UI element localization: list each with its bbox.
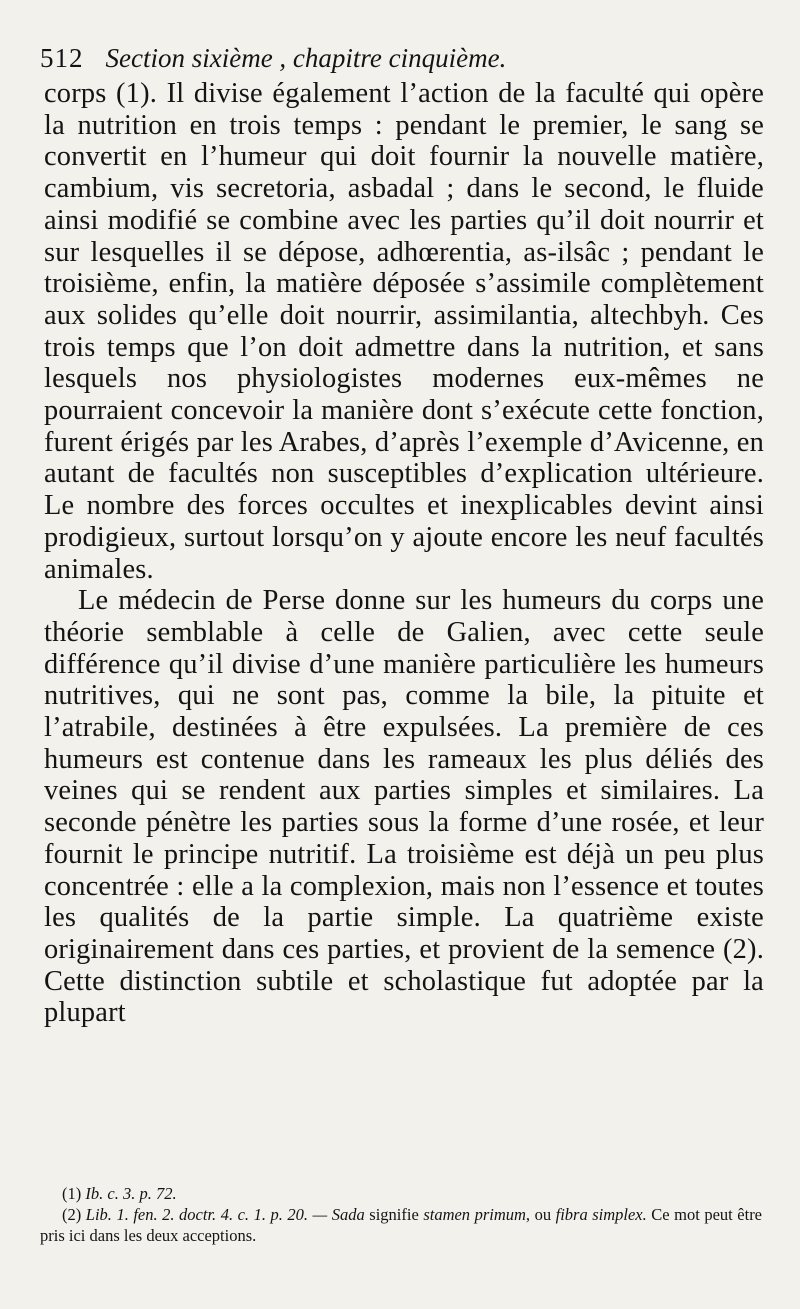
footnotes	[40, 1183, 762, 1246]
paragraph: Le médecin de Perse donne sur les humeurs du corps une théorie semblable à celle de Galien, avec cette seule différence qu’il divise d’une manière particulière les humeurs nutritives, qui ne sont pas, comme la bile, la pituite et l’atrabile, destinées à être expulsées. La première de ces humeurs est contenue dans les rameaux les plus déliés des veines qui se rendent aux parties simples et similaires. La seconde pénètre les parties sous la forme d’une rosée, et leur fournit le principe nutritif. La troisième est déjà un peu plus concentrée : elle a la complexion, mais non l’essence et toutes les qualités de la partie simple. La quatrième existe originairement dans ces parties, et provient de la semence (2). Cette distinction subtile et scholastique fut adoptée par la plupart	[44, 585, 764, 1029]
footnote-gloss: stamen primum	[423, 1205, 526, 1224]
footnote-text: , ou	[525, 1205, 552, 1224]
footnote-term: Sada	[331, 1205, 365, 1224]
paragraph: corps (1). Il divise également l’action de la faculté qui opère la nutrition en trois temps : pendant le premier, le sang se convertit en l’humeur qui doit fournir la nouvelle matière, cambium, vis secretoria, asbadal ; dans le second, le fluide ainsi modifié se combine avec les parties qu’il doit nourrir et sur lesquelles il se dépose, adhœrentia, as-ilsâc ; pendant le troisième, enfin, la matière déposée s’assimile complètement aux solides qu’elle doit nourrir, assimilantia, altechbyh. Ces trois temps que l’on doit admettre dans la nutrition, et sans lesquels nos physiologistes modernes eux-mêmes ne pourraient concevoir la manière dont s’exécute cette fonction, furent érigés par les Arabes, d’après l’exemple d’Avicenne, en autant de facultés non susceptibles d’explication ultérieure. Le nombre des forces occultes et inexplicables devint ainsi prodigieux, surtout lorsqu’on y ajoute encore les neuf facultés animales.	[44, 78, 764, 585]
footnote-1	[40, 1183, 762, 1204]
footnote-ref: Ib. c. 3. p. 72.	[85, 1184, 177, 1203]
page-number: 512	[40, 42, 84, 73]
footnote-marker: (1)	[62, 1184, 82, 1203]
running-header	[40, 38, 780, 78]
footnote-ref: Lib. 1. fen. 2. doctr. 4. c. 1. p. 20. —	[85, 1205, 328, 1224]
footnote-gloss: fibra simplex.	[555, 1205, 647, 1224]
footnote-text: signifie	[369, 1205, 419, 1224]
running-title: Section sixième , chapitre cinquième.	[105, 42, 507, 73]
main-text	[44, 78, 764, 1029]
footnote-marker: (2)	[62, 1205, 82, 1224]
footnote-2	[40, 1204, 762, 1246]
footnote-text: Ce mot peut être pris ici dans les deux acceptions.	[40, 1205, 763, 1245]
